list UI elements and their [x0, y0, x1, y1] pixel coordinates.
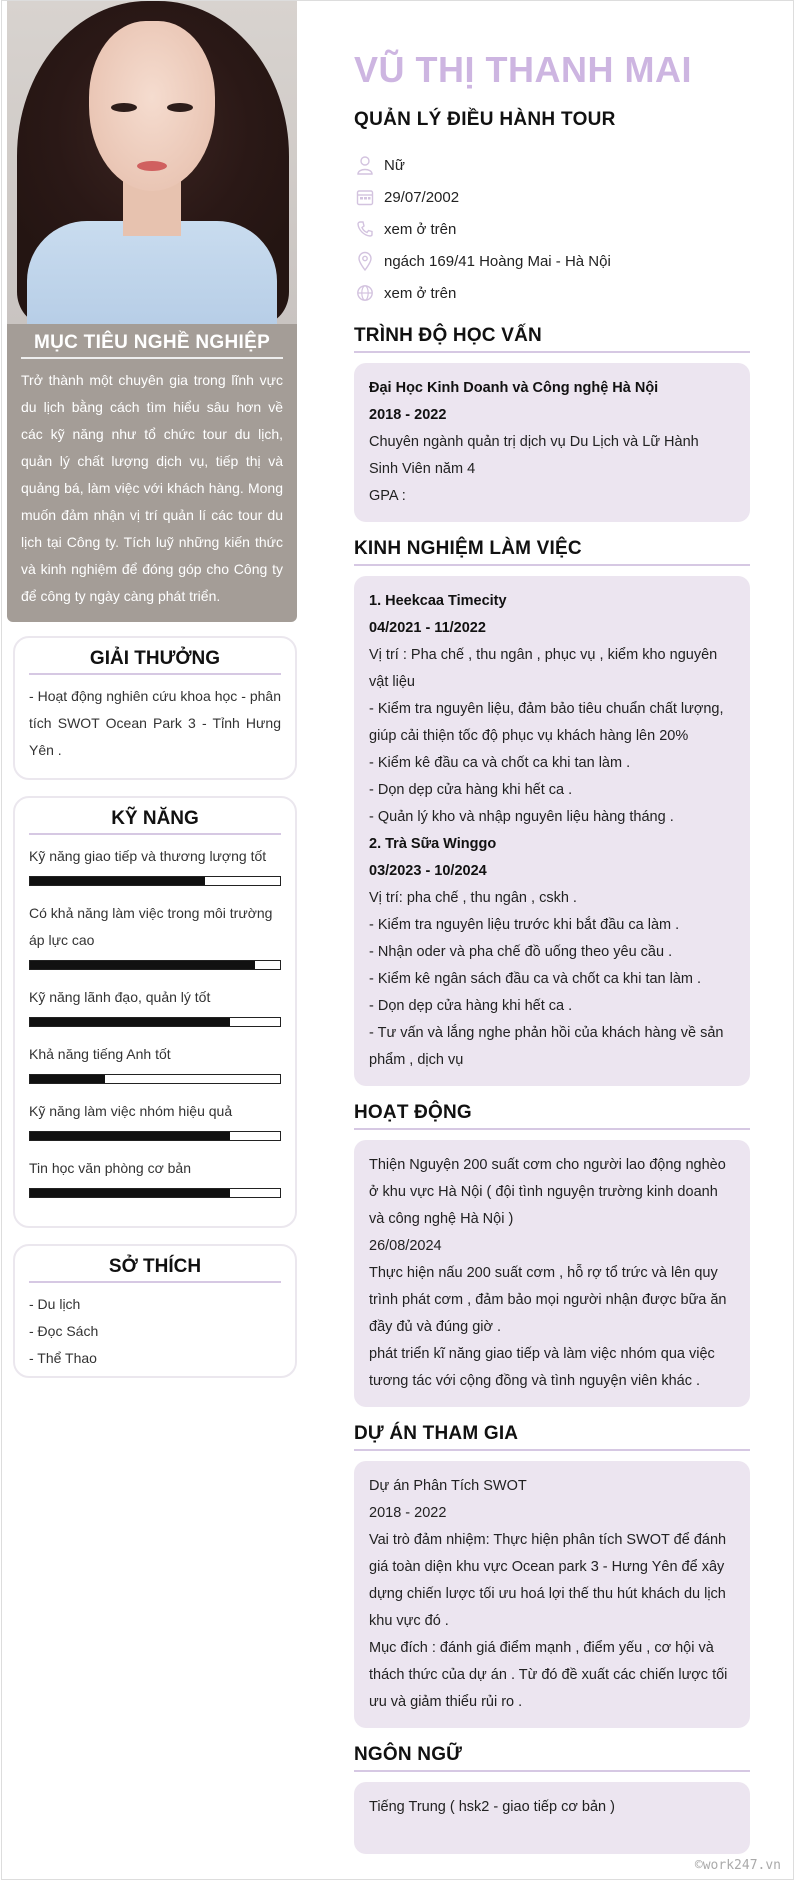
experience-box [354, 576, 750, 1086]
skill-name: Kỹ năng lãnh đạo, quản lý tốt [29, 989, 211, 1005]
job-period: 04/2021 - 11/2022 [369, 620, 486, 636]
activity-line: Thiện Nguyện 200 suất cơm cho người lao động nghèo ở khu vực Hà Nội ( đội tình nguyện trường kinh doanh và công nghệ Hà Nội ) [369, 1157, 726, 1227]
info-text: xem ở trên [384, 284, 457, 302]
info-birthday [354, 181, 750, 213]
skill-name: Có khả năng làm việc trong môi trường áp lực cao [29, 905, 273, 948]
info-address [354, 245, 750, 277]
objective-text: Trở thành một chuyên gia trong lĩnh vực du lịch bằng cách tìm hiểu sâu hơn về các kỹ năng như tổ chức tour du lịch, quản lý chất lượng dịch vụ, tiếp thị và quảng bá, làm việc với khách hàng. Mong muốn đảm nhận vị trí quản lí các tour du lịch tại Công ty. Tích luỹ những kiến thức và kinh nghiệm để đóng góp cho Công ty để công ty ngày càng phát triển. [21, 372, 283, 604]
skill-level-bar [29, 876, 281, 886]
job-line: - Dọn dẹp cửa hàng khi hết ca . [369, 782, 573, 798]
hobby-item: - Đọc Sách [29, 1323, 99, 1339]
hobby-item: - Du lịch [29, 1296, 81, 1312]
job-line: - Tư vấn và lắng nghe phản hồi của khách hàng về sản phẩm , dịch vụ [369, 1025, 724, 1068]
skill-level-fill [30, 961, 255, 969]
skill-level-bar [29, 1017, 281, 1027]
job-company: 1. Heekcaa Timecity [369, 593, 507, 609]
info-phone [354, 213, 750, 245]
person-icon [354, 154, 376, 176]
skills-section [13, 796, 297, 1228]
globe-icon [354, 282, 376, 304]
language-text: Tiếng Trung ( hsk2 - giao tiếp cơ bản ) [369, 1799, 615, 1815]
job-line: - Quản lý kho và nhập nguyên liệu hàng tháng . [369, 809, 674, 825]
languages-box [354, 1782, 750, 1854]
activities-box [354, 1140, 750, 1407]
location-icon [354, 250, 376, 272]
projects-title: DỰ ÁN THAM GIA [354, 1423, 750, 1451]
objective-title: MỤC TIÊU NGHỀ NGHIỆP [21, 332, 283, 359]
job-line: - Kiểm kê đầu ca và chốt ca khi tan làm . [369, 755, 631, 771]
education-title: TRÌNH ĐỘ HỌC VẤN [354, 325, 750, 353]
job-line: - Kiểm tra nguyên liệu, đảm bảo tiêu chuẩn chất lượng, giúp cải thiện tốc độ phục vụ khách hàng lên 20% [369, 701, 724, 744]
hobbies-title: SỞ THÍCH [29, 1256, 281, 1283]
skill-name: Khả năng tiếng Anh tốt [29, 1046, 171, 1062]
skill-name: Tin học văn phòng cơ bản [29, 1160, 191, 1176]
info-text: 29/07/2002 [384, 188, 460, 206]
education-major: Chuyên ngành quản trị dịch vụ Du Lịch và Lữ Hành [369, 434, 699, 450]
hobbies-section [13, 1244, 297, 1378]
projects-box [354, 1461, 750, 1728]
skill-level-bar [29, 1131, 281, 1141]
objective-section [7, 324, 297, 622]
project-line: Dự án Phân Tích SWOT [369, 1478, 527, 1494]
activity-line: 26/08/2024 [369, 1238, 442, 1254]
education-period: 2018 - 2022 [369, 407, 447, 423]
job-line: - Dọn dẹp cửa hàng khi hết ca . [369, 998, 573, 1014]
education-year: Sinh Viên năm 4 [369, 461, 476, 477]
skill-level-fill [30, 1189, 230, 1197]
skill-level-fill [30, 1075, 105, 1083]
job-line: - Kiểm tra nguyên liệu trước khi bắt đầu ca làm . [369, 917, 680, 933]
job-line: - Nhận oder và pha chế đồ uống theo yêu cầu . [369, 944, 673, 960]
awards-text: - Hoạt động nghiên cứu khoa học - phân tích SWOT Ocean Park 3 - Tỉnh Hưng Yên . [29, 688, 281, 758]
personal-info [354, 149, 750, 309]
calendar-icon [354, 186, 376, 208]
project-line: 2018 - 2022 [369, 1505, 447, 1521]
job-line: Vị trí : Pha chế , thu ngân , phục vụ , kiểm kho nguyên vật liệu [369, 647, 718, 690]
job-line: - Kiểm kê ngân sách đầu ca và chốt ca khi tan làm . [369, 971, 702, 987]
info-text: Nữ [384, 156, 405, 174]
activity-line: Thực hiện nấu 200 suất cơm , hỗ rợ tổ trức và lên quy trình phát cơm , đảm bảo mọi người nhận được bữa ăn đầy đủ và đúng giờ . [369, 1265, 727, 1335]
skill-level-bar [29, 960, 281, 970]
cv-page [1, 0, 794, 1880]
skills-title: KỸ NĂNG [29, 808, 281, 835]
activities-title: HOẠT ĐỘNG [354, 1102, 750, 1130]
skill-level-fill [30, 1018, 230, 1026]
education-gpa: GPA : [369, 488, 406, 504]
info-website [354, 277, 750, 309]
awards-title: GIẢI THƯỞNG [29, 648, 281, 675]
experience-title: KINH NGHIỆM LÀM VIỆC [354, 538, 750, 566]
skill-level-bar [29, 1074, 281, 1084]
awards-section [13, 636, 297, 780]
info-gender [354, 149, 750, 181]
skill-level-bar [29, 1188, 281, 1198]
info-text: ngách 169/41 Hoàng Mai - Hà Nội [384, 252, 611, 270]
candidate-position: QUẢN LÝ ĐIỀU HÀNH TOUR [354, 109, 616, 130]
skill-name: Kỹ năng làm việc nhóm hiệu quả [29, 1103, 233, 1119]
skill-level-fill [30, 1132, 230, 1140]
job-company: 2. Trà Sữa Winggo [369, 836, 497, 852]
job-period: 03/2023 - 10/2024 [369, 863, 487, 879]
project-line: Vai trò đảm nhiệm: Thực hiện phân tích SWOT để đánh giá toàn diện khu vực Ocean park 3 - Hưng Yên để xây dựng chiến lược tối ưu hoá lợi thế thu hút khách du lịch khu vực đó . [369, 1532, 727, 1629]
watermark: ©work247.vn [694, 1858, 781, 1873]
hobby-item: - Thể Thao [29, 1350, 97, 1366]
school-name: Đại Học Kinh Doanh và Công nghệ Hà Nội [369, 380, 659, 396]
skill-name: Kỹ năng giao tiếp và thương lượng tốt [29, 848, 267, 864]
project-line: Mục đích : đánh giá điểm mạnh , điểm yếu , cơ hội và thách thức của dự án . Từ đó đề xuất các chiến lược tối ưu và giảm thiểu rủi ro . [369, 1640, 728, 1710]
languages-title: NGÔN NGỮ [354, 1744, 750, 1772]
activity-line: phát triển kĩ năng giao tiếp và làm việc nhóm qua việc tương tác với cộng đồng và tình nguyện viên khác . [369, 1346, 715, 1389]
education-box [354, 363, 750, 522]
skill-level-fill [30, 877, 205, 885]
profile-photo [7, 1, 297, 324]
left-column [7, 1, 297, 1378]
info-text: xem ở trên [384, 220, 457, 238]
right-column [354, 1, 750, 1854]
phone-icon [354, 218, 376, 240]
candidate-name: VŨ THỊ THANH MAI [354, 49, 692, 90]
job-line: Vị trí: pha chế , thu ngân , cskh . [369, 890, 577, 906]
